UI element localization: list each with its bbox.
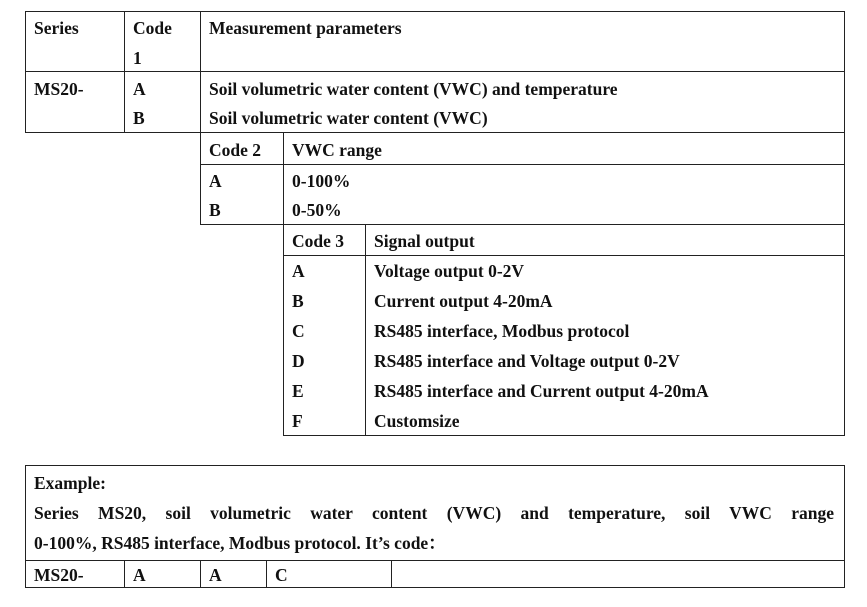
example-code-cell: MS20- <box>34 565 84 585</box>
table2-row-code: B <box>209 200 221 220</box>
table3-row-code: E <box>292 381 304 401</box>
table1-divider <box>200 11 201 133</box>
table3-header-code: Code 3 <box>292 231 345 251</box>
example-box <box>25 465 845 588</box>
table3-row-code: A <box>292 261 305 281</box>
table1-header-code-line2: 1 <box>133 48 142 68</box>
example-code-cell: A <box>133 565 146 585</box>
example-divider <box>200 560 201 588</box>
table3-divider <box>365 225 366 436</box>
example-text-line1 <box>34 503 834 523</box>
table3-row-desc: RS485 interface and Voltage output 0-2V <box>374 351 680 371</box>
table2-row-desc: 0-100% <box>292 171 351 191</box>
table2-divider <box>200 164 845 165</box>
table1-header-code-line1: Code <box>133 18 172 38</box>
table3-row-desc: RS485 interface, Modbus protocol <box>374 321 630 341</box>
table3-row-code: D <box>292 351 305 371</box>
example-title: Example: <box>34 473 106 493</box>
example-code-cell: A <box>209 565 222 585</box>
table3-header-desc: Signal output <box>374 231 475 251</box>
table2-header-desc: VWC range <box>292 140 382 160</box>
example-divider <box>25 560 845 561</box>
table3-row-code: F <box>292 411 303 431</box>
table1-row-code: B <box>133 108 145 128</box>
table1-header-series: Series <box>34 18 79 38</box>
example-code-cell: C <box>275 565 288 585</box>
example-divider <box>266 560 267 588</box>
table2-row-code: A <box>209 171 222 191</box>
example-divider <box>124 560 125 588</box>
example-text-line2: 0-100%, RS485 interface, Modbus protocol. It’s code： <box>34 533 446 553</box>
table1-row-code: A <box>133 79 146 99</box>
table3-row-desc: RS485 interface and Current output 4-20mA <box>374 381 709 401</box>
example-divider <box>391 560 392 588</box>
table1-divider <box>25 71 845 72</box>
table2-divider <box>283 133 284 225</box>
example-text-line1-content: Series MS20, soil volumetric water content (VWC) and temperature, soil VWC range <box>34 503 834 523</box>
table2-header-code: Code 2 <box>209 140 262 160</box>
table3-divider <box>283 255 845 256</box>
table1-row-desc: Soil volumetric water content (VWC) <box>209 108 488 128</box>
table1-divider <box>124 11 125 133</box>
table3-row-code: C <box>292 321 305 341</box>
table3-row-desc: Voltage output 0-2V <box>374 261 525 281</box>
table1-series-value: MS20- <box>34 79 84 99</box>
table2-row-desc: 0-50% <box>292 200 342 220</box>
table1-row-desc: Soil volumetric water content (VWC) and temperature <box>209 79 618 99</box>
table3-row-desc: Customsize <box>374 411 460 431</box>
table3-row-code: B <box>292 291 304 311</box>
table3-row-desc: Current output 4-20mA <box>374 291 553 311</box>
table1-header-measurement: Measurement parameters <box>209 18 402 38</box>
